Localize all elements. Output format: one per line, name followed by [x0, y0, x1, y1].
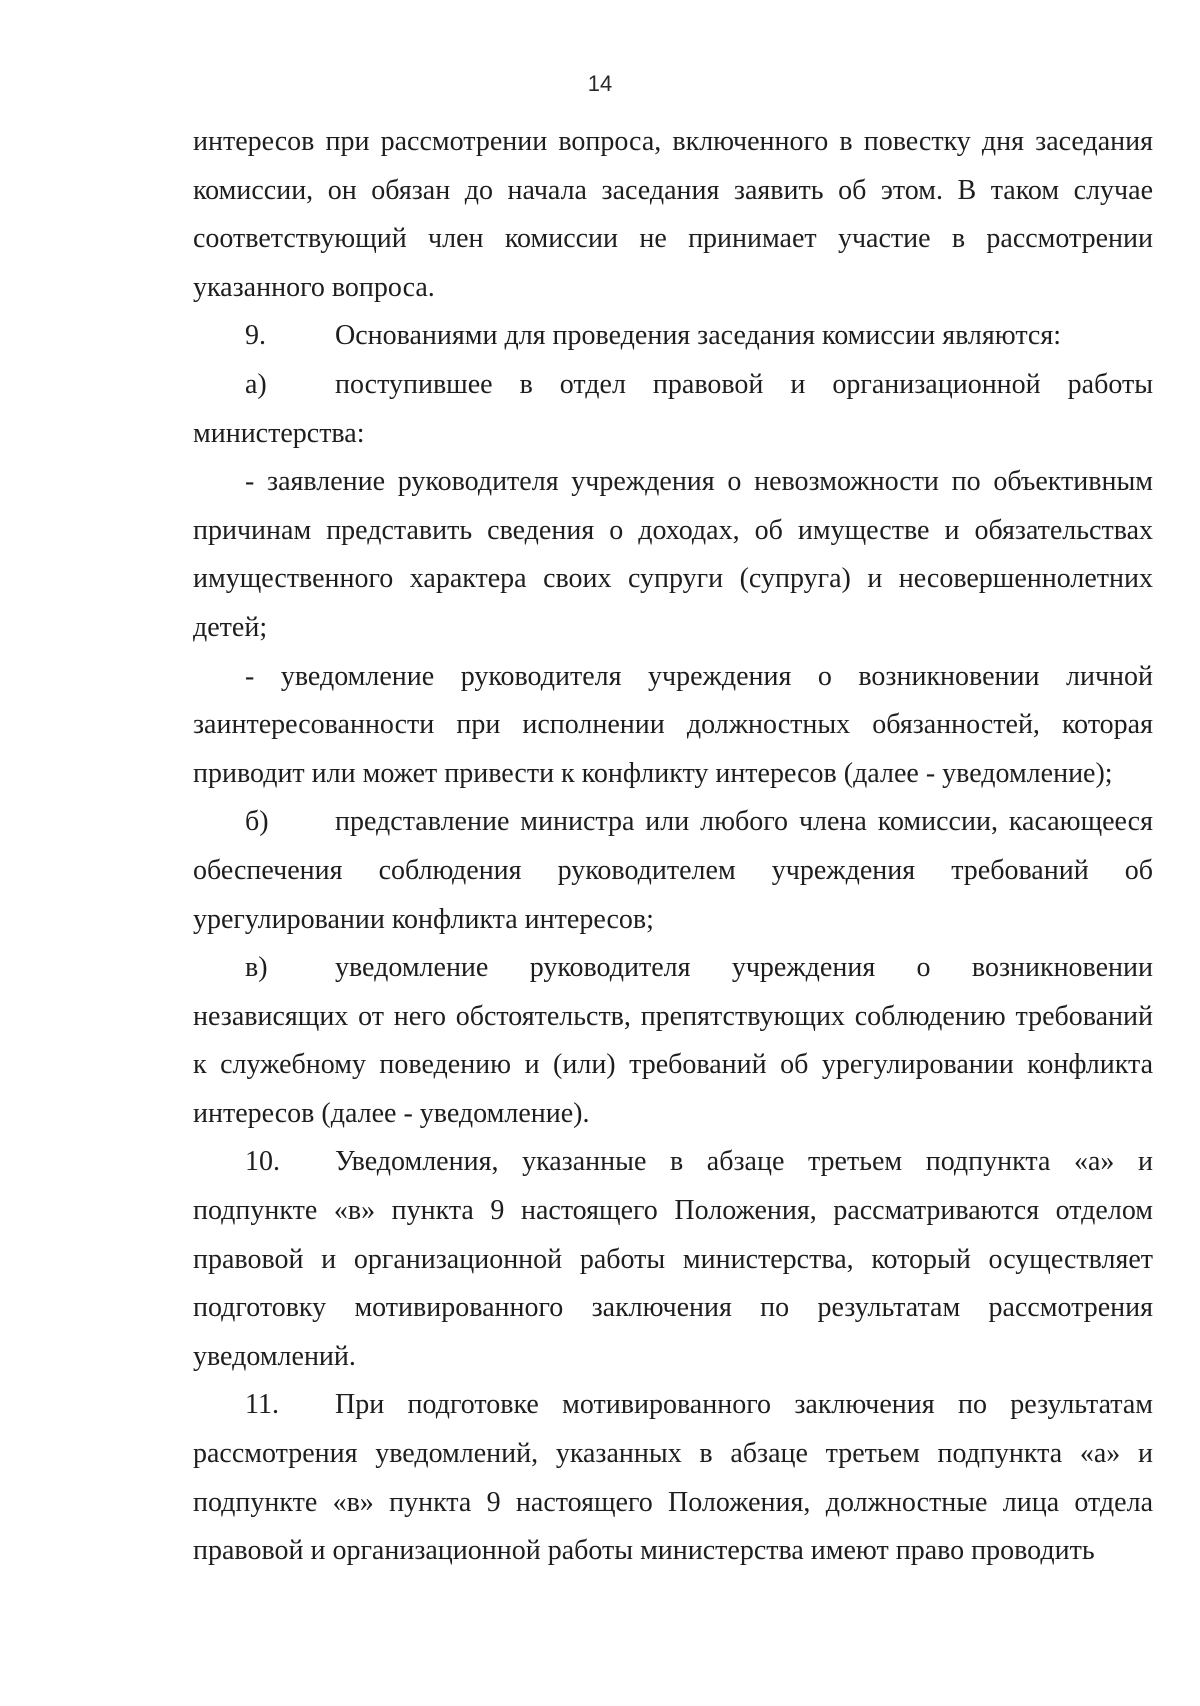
paragraph-continuation: интересов при рассмотрении вопроса, включенного в повестку дня заседания комиссии, он обязан до начала заседания заявить об этом. В таком случае соответствующий член комиссии не принимает участие в рассмотрении указанного вопроса.	[193, 126, 1153, 303]
clause-text: При подготовке мотивированного заключения по результатам рассмотрения уведомлений, указанных в абзаце третьем подпункта «а» и подпункте «в» пункта 9 настоящего Положения, должностные лица отдела правовой и организационной работы министерства имеют право проводить	[193, 1389, 1153, 1567]
clause-number: 10.	[245, 1146, 280, 1178]
subclause-letter: в)	[245, 952, 268, 984]
clause-number: 9.	[245, 320, 266, 352]
document-body	[193, 118, 1153, 1576]
subclause-text: поступившее в отдел правовой и организационной работы министерства:	[193, 368, 1153, 449]
subclause-letter: а)	[245, 368, 267, 400]
clause-number: 11.	[245, 1389, 279, 1421]
clause-10	[193, 1138, 1153, 1381]
subclause-text: уведомление руководителя учреждения о возникновении независящих от него обстоятельств, препятствующих соблюдению требований к служебному поведению и (или) требований об урегулировании конфликта интересов (далее - уведомление).	[193, 952, 1153, 1129]
subclause-b	[193, 798, 1153, 944]
subclause-letter: б)	[245, 806, 269, 838]
subclause-a	[193, 361, 1153, 458]
clause-11	[193, 1381, 1153, 1575]
subclause-v	[193, 944, 1153, 1138]
subclause-text: представление министра или любого члена комиссии, касающееся обеспечения соблюдения руководителем учреждения требований об урегулировании конфликта интересов;	[193, 806, 1153, 935]
clause-text: Уведомления, указанные в абзаце третьем подпункта «а» и подпункте «в» пункта 9 настоящего Положения, рассматриваются отделом правовой и организационной работы министерства, который осуществляет подготовку мотивированного заключения по результатам рассмотрения уведомлений.	[193, 1146, 1153, 1372]
clause-9	[193, 312, 1153, 361]
clause-text: Основаниями для проведения заседания комиссии являются:	[335, 320, 1061, 352]
dash-item-statement: - заявление руководителя учреждения о невозможности по объективным причинам представить сведения о доходах, об имуществе и обязательствах имущественного характера своих супруги (супруга) и несовершеннолетних детей;	[193, 466, 1153, 643]
dash-item-notification: - уведомление руководителя учреждения о возникновении личной заинтересованности при исполнении должностных обязанностей, которая приводит или может привести к конфликту интересов (далее - уведомление);	[193, 660, 1153, 789]
page-number: 14	[587, 71, 613, 96]
